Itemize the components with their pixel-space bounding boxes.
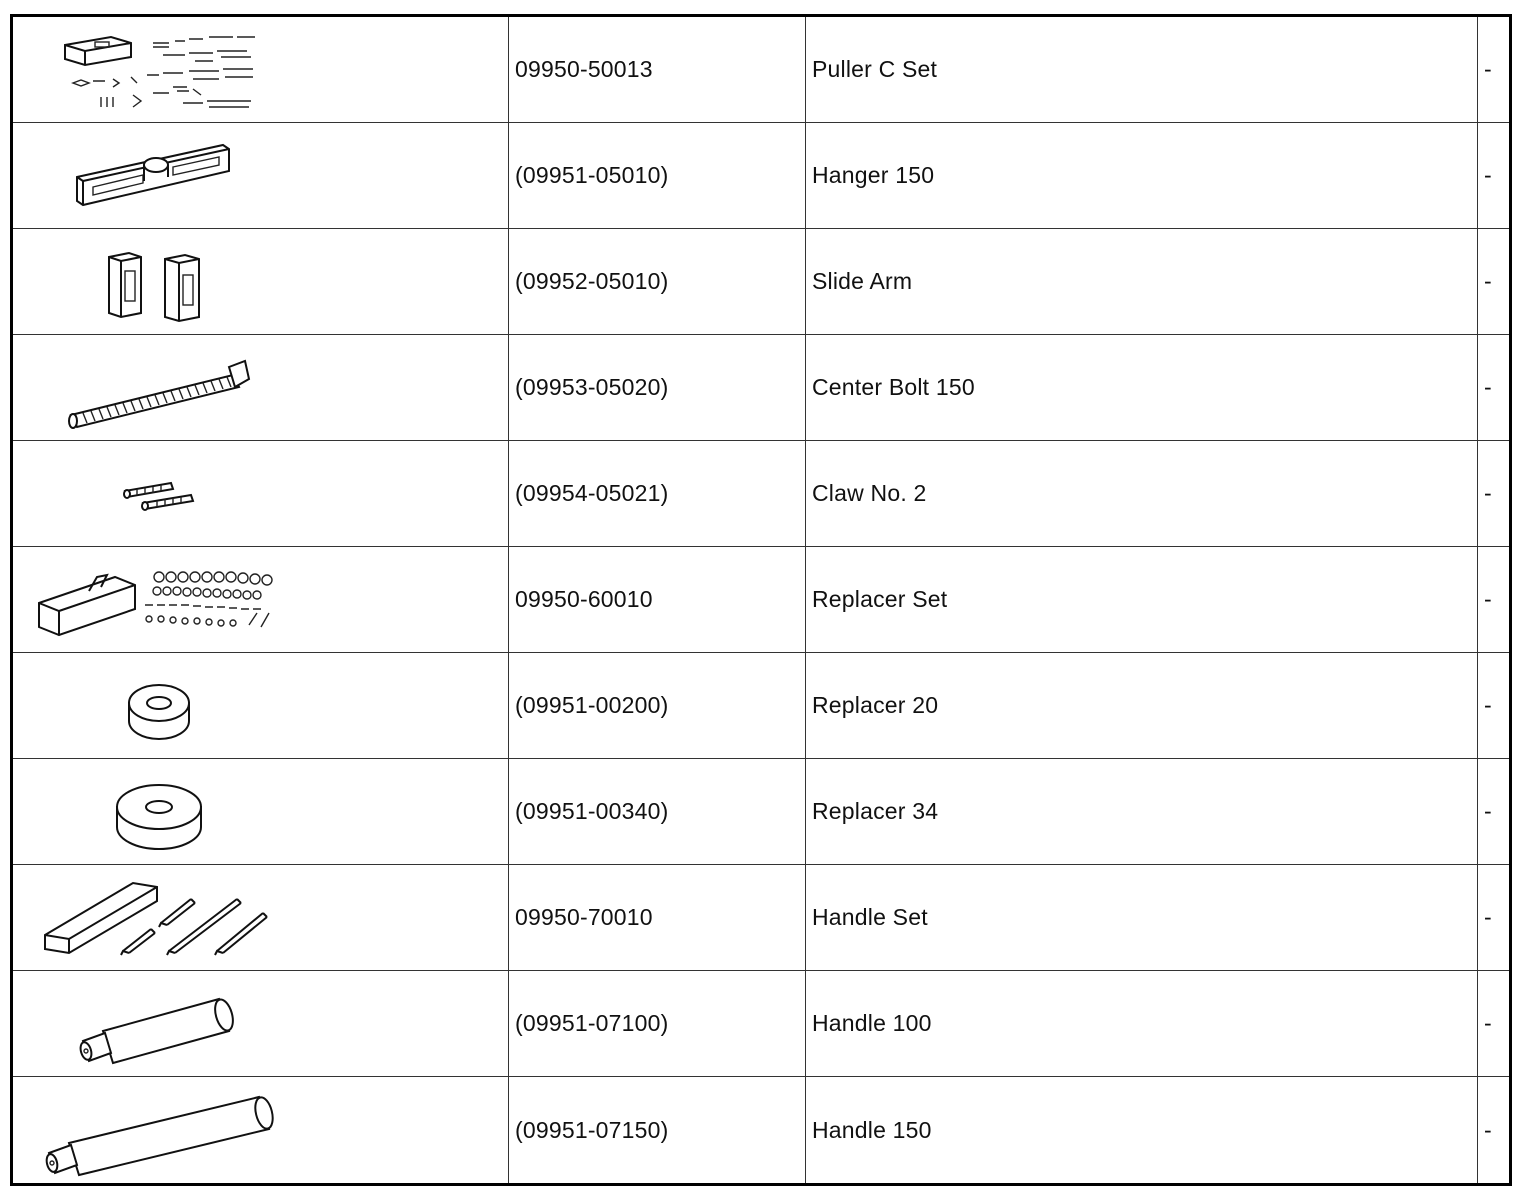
table-row: [13, 971, 1509, 1077]
note: -: [1484, 268, 1492, 294]
part-number: (09951-07100): [515, 1010, 669, 1036]
tool-name: Replacer 20: [812, 692, 939, 718]
note-cell: [1478, 441, 1509, 546]
tool-name-cell: [806, 441, 1478, 546]
tool-image-cell: [13, 229, 509, 334]
note-cell: [1478, 971, 1509, 1076]
table-row: [13, 441, 1509, 547]
table-row: [13, 335, 1509, 441]
part-number-cell: [509, 123, 806, 228]
handle-100-icon: [13, 971, 509, 1077]
special-tools-table: [10, 14, 1512, 1186]
tool-name: Handle Set: [812, 904, 928, 930]
tool-name-cell: [806, 759, 1478, 864]
tool-image-cell: [13, 17, 509, 122]
part-number: (09953-05020): [515, 374, 669, 400]
tool-image-cell: [13, 1077, 509, 1183]
part-number-cell: [509, 335, 806, 440]
part-number: (09952-05010): [515, 268, 669, 294]
note: -: [1484, 480, 1492, 506]
tool-name-cell: [806, 971, 1478, 1076]
note: -: [1484, 56, 1492, 82]
hanger-icon: [13, 123, 509, 229]
tool-image-cell: [13, 441, 509, 546]
part-number: (09954-05021): [515, 480, 669, 506]
tool-name-cell: [806, 229, 1478, 334]
replacer-20-icon: [13, 653, 509, 759]
part-number-cell: [509, 865, 806, 970]
part-number: 09950-70010: [515, 904, 653, 930]
table-row: [13, 1077, 1509, 1183]
note: -: [1484, 692, 1492, 718]
tool-name-cell: [806, 123, 1478, 228]
tool-name-cell: [806, 865, 1478, 970]
tool-name-cell: [806, 653, 1478, 758]
note: -: [1484, 162, 1492, 188]
note: -: [1484, 1010, 1492, 1036]
part-number-cell: [509, 1077, 806, 1183]
table-row: [13, 17, 1509, 123]
handle-set-icon: [13, 865, 509, 971]
note-cell: [1478, 547, 1509, 652]
table-row: [13, 229, 1509, 335]
claw-icon: [13, 441, 509, 547]
part-number-cell: [509, 229, 806, 334]
note-cell: [1478, 1077, 1509, 1183]
note: -: [1484, 798, 1492, 824]
table-row: [13, 653, 1509, 759]
tool-name: Puller C Set: [812, 56, 938, 82]
part-number: (09951-07150): [515, 1116, 669, 1143]
tool-name-cell: [806, 1077, 1478, 1183]
part-number: (09951-00340): [515, 798, 669, 824]
note-cell: [1478, 123, 1509, 228]
note: -: [1484, 586, 1492, 612]
part-number-cell: [509, 441, 806, 546]
note: -: [1484, 374, 1492, 400]
tool-image-cell: [13, 123, 509, 228]
tool-name-cell: [806, 335, 1478, 440]
tool-name: Handle 150: [812, 1116, 932, 1143]
tool-name: Center Bolt 150: [812, 374, 975, 400]
tool-image-cell: [13, 653, 509, 758]
tool-name: Replacer Set: [812, 586, 948, 612]
replacer-34-icon: [13, 759, 509, 865]
note-cell: [1478, 229, 1509, 334]
table-row: [13, 123, 1509, 229]
part-number-cell: [509, 971, 806, 1076]
part-number-cell: [509, 759, 806, 864]
tool-image-cell: [13, 971, 509, 1076]
table-row: [13, 759, 1509, 865]
table-row: [13, 547, 1509, 653]
part-number: (09951-00200): [515, 692, 669, 718]
part-number-cell: [509, 17, 806, 122]
note: -: [1484, 1116, 1492, 1143]
note-cell: [1478, 759, 1509, 864]
tool-image-cell: [13, 547, 509, 652]
part-number-cell: [509, 653, 806, 758]
tool-name: Slide Arm: [812, 268, 913, 294]
part-number: 09950-50013: [515, 56, 653, 82]
tool-name: Replacer 34: [812, 798, 939, 824]
tool-image-cell: [13, 759, 509, 864]
note-cell: [1478, 335, 1509, 440]
tool-name-cell: [806, 17, 1478, 122]
note: -: [1484, 904, 1492, 930]
tool-name: Hanger 150: [812, 162, 935, 188]
puller-c-set-icon: [13, 17, 509, 123]
center-bolt-icon: [13, 335, 509, 441]
tool-image-cell: [13, 335, 509, 440]
note-cell: [1478, 653, 1509, 758]
replacer-set-icon: [13, 547, 509, 653]
handle-150-icon: [13, 1077, 509, 1183]
part-number: (09951-05010): [515, 162, 669, 188]
part-number-cell: [509, 547, 806, 652]
tool-name: Handle 100: [812, 1010, 932, 1036]
tool-image-cell: [13, 865, 509, 970]
tool-name-cell: [806, 547, 1478, 652]
tool-name: Claw No. 2: [812, 480, 927, 506]
table-row: [13, 865, 1509, 971]
part-number: 09950-60010: [515, 586, 653, 612]
slide-arm-icon: [13, 229, 509, 335]
note-cell: [1478, 865, 1509, 970]
note-cell: [1478, 17, 1509, 122]
